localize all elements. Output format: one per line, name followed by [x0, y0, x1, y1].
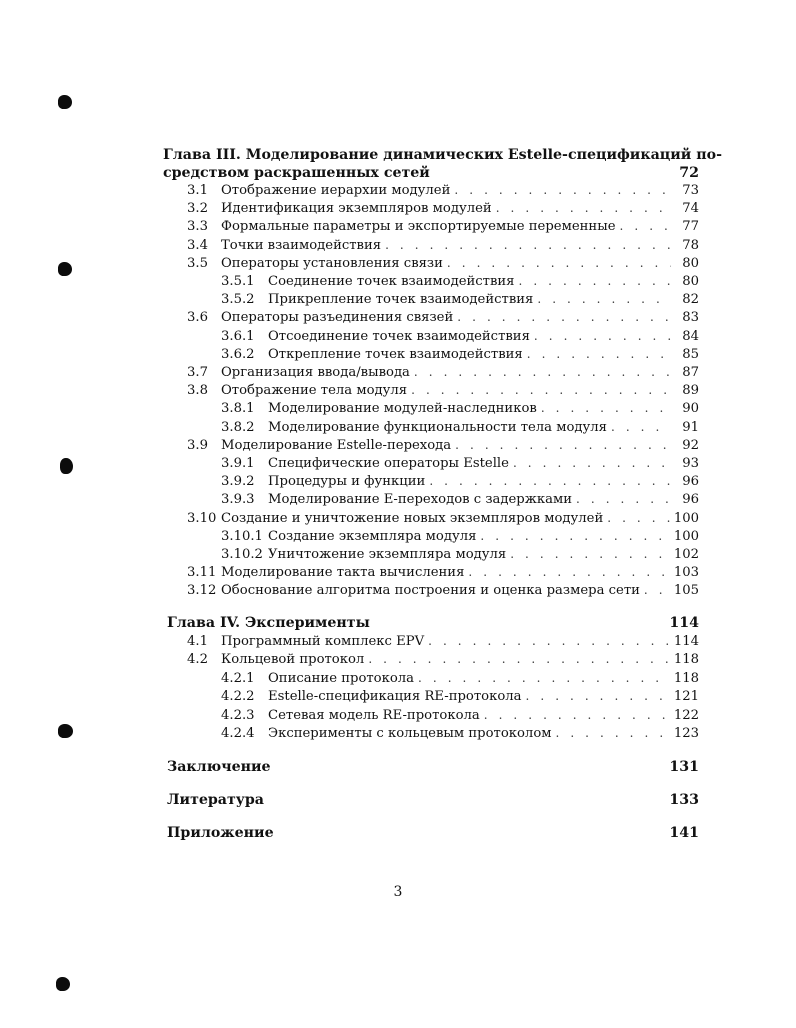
endmatter-entry [167, 791, 699, 809]
section-title: Estelle-спецификация RE-протокола [268, 689, 522, 705]
section-title: Создание и уничтожение новых экземпляров модулей [221, 510, 604, 526]
leader-dots [457, 308, 671, 326]
section-title: Создание экземпляра модуля [268, 528, 477, 544]
leader-dots [644, 581, 670, 599]
section-title: Соединение точек взаимодействия [268, 274, 515, 289]
section-page: 114 [673, 634, 699, 649]
leader-dots [496, 199, 671, 217]
section-page: 122 [673, 707, 699, 723]
section-number: 3.5.1 [221, 274, 255, 289]
section-number: 3.1 [187, 183, 208, 198]
toc-subsection [221, 669, 699, 687]
section-title: Операторы разъединения связей [221, 310, 454, 326]
leader-dots [576, 490, 671, 508]
toc-section [187, 563, 699, 581]
section-page: 102 [673, 547, 699, 562]
section-page: 73 [682, 183, 699, 198]
section-title: Открепление точек взаимодействия [268, 346, 523, 362]
section-page: 96 [682, 474, 699, 490]
leader-dots [414, 363, 671, 381]
toc-section [187, 254, 699, 272]
section-title: Отображение иерархии модулей [221, 183, 451, 198]
section-number: 3.10.1 [221, 528, 263, 544]
chapter-title-line2: средством раскрашенных сетей [163, 165, 430, 181]
leader-dots [519, 272, 672, 290]
toc-subsection [221, 290, 699, 308]
section-page: 89 [682, 383, 699, 399]
chapter-heading [163, 146, 722, 164]
section-number: 3.2 [187, 201, 208, 217]
section-number: 3.10.2 [221, 547, 263, 562]
section-page: 83 [682, 310, 699, 326]
section-page: 90 [682, 401, 699, 417]
section-number: 3.8.2 [221, 419, 255, 435]
toc-section [187, 363, 699, 381]
section-page: 103 [673, 565, 699, 581]
section-number: 3.9 [187, 437, 208, 453]
toc-subsection [221, 327, 699, 345]
leader-dots [454, 181, 671, 199]
leader-dots [468, 563, 669, 581]
section-page: 91 [682, 419, 699, 435]
endmatter-page: 141 [669, 825, 699, 841]
section-number: 3.11 [187, 565, 217, 581]
section-number: 3.4 [187, 237, 208, 253]
section-title: Формальные параметры и экспортируемые переменные [221, 219, 616, 235]
endmatter-title: Заключение [167, 759, 271, 775]
toc-section [187, 650, 699, 668]
section-number: 3.6.1 [221, 328, 255, 344]
toc-section [187, 381, 699, 399]
leader-dots [418, 669, 670, 687]
section-title: Описание протокола [268, 670, 415, 686]
section-page: 84 [682, 328, 699, 344]
section-title: Моделирование такта вычисления [221, 565, 465, 581]
section-title: Моделирование Estelle-перехода [221, 437, 452, 453]
endmatter-entry [167, 758, 699, 776]
toc-subsection [221, 490, 699, 508]
toc-section [187, 181, 699, 199]
section-number: 3.5 [187, 255, 208, 271]
section-number: 3.7 [187, 365, 208, 380]
toc-section [187, 217, 699, 235]
section-page: 85 [682, 346, 699, 362]
section-number: 3.9.1 [221, 456, 255, 471]
section-number: 4.2.4 [221, 726, 255, 741]
chapter-page: 114 [669, 615, 699, 631]
section-title: Отображение тела модуля [221, 383, 408, 399]
leader-dots [411, 381, 671, 399]
section-page: 93 [682, 456, 699, 471]
section-page: 100 [673, 510, 699, 526]
section-number: 3.12 [187, 583, 217, 599]
section-title: Идентификация экземпляров модулей [221, 201, 492, 217]
leader-dots [537, 290, 671, 308]
section-page: 80 [682, 274, 699, 289]
section-number: 3.6 [187, 310, 208, 326]
toc-subsection [221, 345, 699, 363]
section-title: Прикрепление точек взаимодействия [268, 292, 534, 308]
toc-subsection [221, 706, 699, 724]
toc-subsection [221, 687, 699, 705]
chapter-page: 72 [679, 165, 699, 181]
endmatter-title: Литература [167, 792, 264, 808]
leader-dots [620, 217, 671, 235]
section-number: 3.10 [187, 510, 217, 526]
page-number: 3 [393, 884, 403, 900]
toc-section [187, 308, 699, 326]
section-page: 118 [673, 652, 699, 668]
endmatter-title: Приложение [167, 825, 274, 841]
section-page: 78 [682, 237, 699, 253]
toc-subsection [221, 418, 699, 436]
endmatter-page: 133 [669, 792, 699, 808]
section-number: 4.2 [187, 652, 208, 668]
section-number: 3.3 [187, 219, 208, 235]
leader-dots [513, 454, 671, 472]
section-page: 92 [682, 437, 699, 453]
section-number: 4.1 [187, 634, 208, 649]
toc-section [187, 236, 699, 254]
toc-section [187, 436, 699, 454]
section-title: Точки взаимодействия [221, 237, 382, 253]
section-number: 3.9.2 [221, 474, 255, 490]
section-page: 121 [673, 689, 699, 705]
section-title: Моделирование функциональности тела модуля [268, 419, 608, 435]
section-page: 100 [673, 528, 699, 544]
section-title: Уничтожение экземпляра модуля [268, 547, 507, 562]
section-title: Операторы установления связи [221, 255, 443, 271]
section-number: 3.8 [187, 383, 208, 399]
leader-dots [455, 436, 671, 454]
leader-dots [526, 687, 670, 705]
toc-subsection [221, 272, 699, 290]
section-title: Моделирование модулей-наследников [268, 401, 537, 417]
section-title: Сетевая модель RE-протокола [268, 707, 480, 723]
section-number: 3.9.3 [221, 492, 255, 508]
chapter-title-line1: Глава III. Моделирование динамических Estelle-спецификаций по- [163, 147, 722, 163]
endmatter-page: 131 [669, 759, 699, 775]
leader-dots [611, 418, 671, 436]
section-page: 87 [682, 365, 699, 380]
leader-dots [607, 509, 670, 527]
toc-section [187, 632, 699, 650]
section-page: 105 [673, 583, 699, 599]
section-number: 3.6.2 [221, 346, 255, 362]
section-number: 3.5.2 [221, 292, 255, 308]
section-page: 80 [682, 255, 699, 271]
section-number: 4.2.3 [221, 707, 255, 723]
toc-subsection [221, 472, 699, 490]
toc-subsection [221, 527, 699, 545]
leader-dots [527, 345, 671, 363]
section-page: 123 [673, 726, 699, 741]
leader-dots [556, 724, 670, 742]
section-title: Организация ввода/вывода [221, 365, 410, 380]
leader-dots [429, 472, 671, 490]
toc-subsection [221, 454, 699, 472]
section-page: 82 [682, 292, 699, 308]
leader-dots [428, 632, 670, 650]
toc-subsection [221, 545, 699, 563]
toc-subsection [221, 399, 699, 417]
section-number: 4.2.2 [221, 689, 255, 705]
leader-dots [480, 527, 669, 545]
section-title: Моделирование Е-переходов с задержками [268, 492, 573, 508]
section-number: 3.8.1 [221, 401, 255, 417]
section-page: 118 [673, 670, 699, 686]
section-title: Программный комплекс EPV [221, 634, 425, 649]
section-title: Кольцевой протокол [221, 652, 365, 668]
section-page: 74 [682, 201, 699, 217]
section-number: 4.2.1 [221, 670, 255, 686]
toc-section [187, 581, 699, 599]
chapter-heading [167, 614, 699, 632]
section-title: Обоснование алгоритма построения и оценка размера сети [221, 583, 640, 599]
toc-section [187, 199, 699, 217]
endmatter-entry [167, 824, 699, 842]
leader-dots [541, 399, 671, 417]
leader-dots [447, 254, 671, 272]
leader-dots [385, 236, 671, 254]
chapter-heading [163, 164, 699, 182]
section-title: Отсоединение точек взаимодействия [268, 328, 530, 344]
toc-section [187, 509, 699, 527]
leader-dots [534, 327, 671, 345]
section-title: Процедуры и функции [268, 474, 426, 490]
section-title: Эксперименты с кольцевым протоколом [268, 726, 552, 741]
section-page: 77 [682, 219, 699, 235]
toc-subsection [221, 724, 699, 742]
chapter-title: Глава IV. Эксперименты [167, 615, 370, 631]
section-title: Специфические операторы Estelle [268, 456, 509, 471]
leader-dots [510, 545, 670, 563]
leader-dots [368, 650, 670, 668]
leader-dots [484, 706, 670, 724]
section-page: 96 [682, 492, 699, 508]
